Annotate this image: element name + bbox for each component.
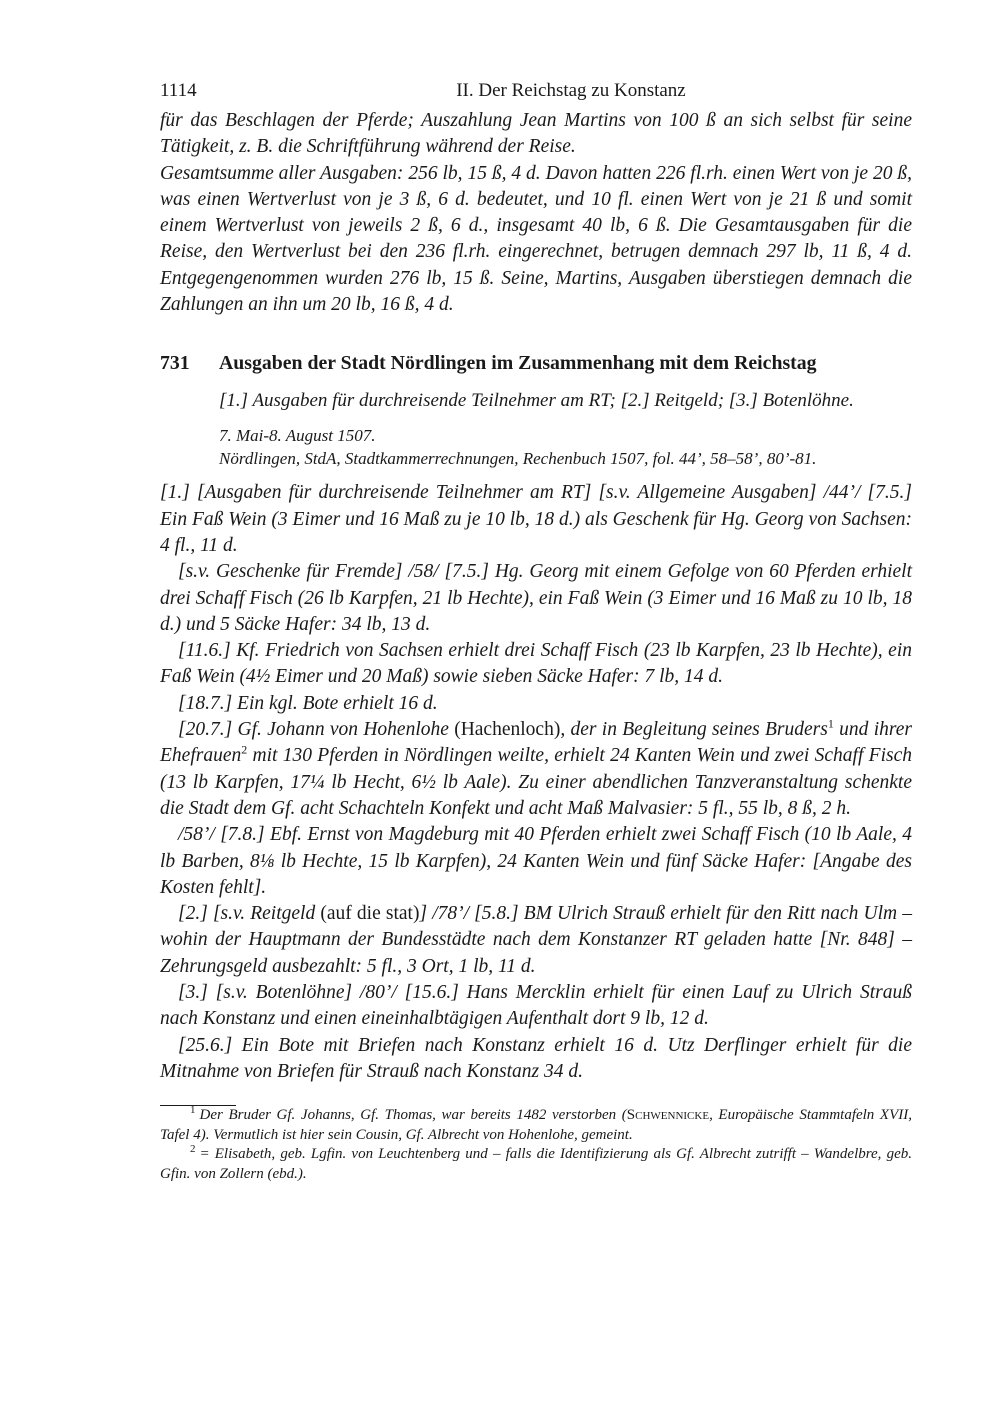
body-paragraph-8: [3.] [s.v. Botenlöhne] /80’/ [15.6.] Hans Mercklin erhielt für einen Lauf zu Ulrich Strauß nach Konstanz und einen eineinhalbtägigen Aufenthalt dort 9 lb, 12 d.	[160, 982, 912, 1030]
footnote-ref-1[interactable]: 1	[827, 716, 834, 731]
body-paragraph-7	[160, 901, 912, 980]
entry-date: 7. Mai-8. August 1507.	[219, 426, 376, 446]
entry-dating	[219, 424, 912, 470]
body-paragraph-2: [s.v. Geschenke für Fremde] /58/ [7.5.] Hg. Georg mit einem Gefolge von 60 Pferden erhielt drei Schaff Fisch (26 lb Karpfen, 21 lb Hechte), ein Faß Wein (3 Eimer und 16 Maß zu 10 lb, 18 d.) und 5 Säcke Hafer: 34 lb, 13 d.	[160, 561, 912, 635]
page	[160, 80, 912, 1184]
body-paragraph-5	[160, 717, 912, 822]
running-head	[160, 80, 912, 108]
body-paragraph-1: [1.] [Ausgaben für durchreisende Teilnehmer am RT] [s.v. Allgemeine Ausgaben] /44’/ [7.5.] Ein Faß Wein (3 Eimer und 16 Maß zu je 10 lb, 18 d.) als Geschenk für Hg. Georg von Sachsen: 4 fl., 11 d.	[160, 482, 912, 556]
footnote-ref-2[interactable]: 2	[241, 742, 248, 757]
entry-summary: [1.] Ausgaben für durchreisende Teilnehmer am RT; [2.] Reitgeld; [3.] Botenlöhne.	[219, 390, 854, 412]
p5-part-e: mit 130 Pferden in Nördlingen weilte, erhielt 24 Kanten Wein und zwei Schaff Fisch (13 lb Karpfen, 17¼ lb Hecht, 6½ lb Aale). Zu einer abendlichen Tanzveranstaltung schenkte die Stadt dem Gf. acht Schachteln Konfekt und acht Maß Malvasier: 5 fl., 55 lb, 8 ß, 2 h.	[160, 745, 912, 819]
p5-part-a: [20.7.] Gf. Johann von Hohenlohe	[178, 719, 455, 741]
body-paragraph-6: /58’/ [7.8.] Ebf. Ernst von Magdeburg mit 40 Pferden erhielt zwei Schaff Fisch (10 lb Aale, 4 lb Barben, 8⅛ lb Hechte, 15 lb Karpfen), 24 Kanten Wein und fünf Säcke Hafer: [Angabe des Kosten fehlt].	[160, 824, 912, 898]
footnote-1-text-a: Der Bruder Gf. Johanns, Gf. Thomas, war bereits 1482 verstorben (	[199, 1107, 627, 1124]
entry-heading	[160, 350, 912, 376]
entry-title: Ausgaben der Stadt Nördlingen im Zusammenhang mit dem Reichstag	[219, 352, 817, 375]
footnote-1	[160, 1106, 912, 1145]
page-number: 1114	[160, 80, 197, 101]
footnote-1-text-b: , Europäische Stammtafeln XVII, Tafel 4). Vermutlich ist hier sein Cousin, Gf. Albrecht von Hohenlohe, gemeint.	[160, 1107, 912, 1143]
body-paragraph-9: [25.6.] Ein Bote mit Briefen nach Konstanz erhielt 16 d. Utz Derflinger erhielt für die Mitnahme von Briefen für Strauß nach Konstanz 34 d.	[160, 1034, 912, 1082]
entry-number: 731	[160, 352, 190, 375]
running-title: II. Der Reichstag zu Konstanz	[456, 80, 686, 101]
body-paragraph-4: [18.7.] Ein kgl. Bote erhielt 16 d.	[178, 692, 438, 714]
footnote-2	[160, 1145, 912, 1184]
p5-original-name: (Hachenloch)	[454, 719, 561, 741]
p5-part-c: , der in Begleitung seines Bruders	[560, 719, 828, 741]
entry-source: Nördlingen, StdA, Stadtkammerrechnungen, Rechenbuch 1507, fol. 44’, 58–58’, 80’-81.	[219, 449, 817, 469]
footnote-marker-2: 2	[190, 1143, 196, 1156]
footnote-1-author: Schwennicke	[626, 1107, 710, 1124]
p5-part-d: und ihrer Ehefrauen	[160, 719, 912, 767]
body-paragraph-3: [11.6.] Kf. Friedrich von Sachsen erhielt drei Schaff Fisch (23 lb Karpfen, 23 lb Hechte), ein Faß Wein (4½ Eimer und 20 Maß) sowie sieben Säcke Hafer: 7 lb, 14 d.	[160, 640, 912, 688]
p7-part-c: ] /78’/ [5.8.] BM Ulrich Strauß erhielt für den Ritt nach Ulm – wohin der Hauptmann der Bundesstädte nach dem Konstanzer RT geladen hatte [Nr. 848] – Zehrungsgeld ausbezahlt: 5 fl., 3 Ort, 1 lb, 11 d.	[160, 903, 912, 977]
footnote-marker-1: 1	[190, 1104, 196, 1117]
intro-paragraph-2: Gesamtsumme aller Ausgaben: 256 lb, 15 ß, 4 d. Davon hatten 226 fl.rh. einen Wert von je 20 ß, was einen Wertverlust von je 3 ß, 6 d. bedeutet, und 10 fl. einen Wert von je 21 ß und somit einem Wertverlust von jeweils 2 ß, 6 d., insgesamt 40 lb, 6 ß. Die Gesamtausgaben für die Reise, den Wertverlust bei den 236 fl.rh. eingerechnet, betrugen demnach 297 lb, 11 ß, 4 d. Entgegengenommen wurden 276 lb, 15 ß. Seine, Martins, Ausgaben überstiegen demnach die Zahlungen an ihn um 20 lb, 16 ß, 4 d.	[160, 162, 912, 316]
intro-paragraph-1: für das Beschlagen der Pferde; Auszahlung Jean Martins von 100 ß an sich selbst für seine Tätigkeit, z. B. die Schriftführung während der Reise.	[160, 110, 912, 158]
footnote-2-text: = Elisabeth, geb. Lgfin. von Leuchtenberg und – falls die Identifizierung als Gf. Albrecht zutrifft – Wandelbre, geb. Gfin. von Zollern (ebd.).	[160, 1146, 912, 1182]
p7-part-a: [2.] [s.v. Reitgeld	[178, 903, 321, 925]
p7-original-phrase: (auf die stat)	[320, 903, 420, 925]
